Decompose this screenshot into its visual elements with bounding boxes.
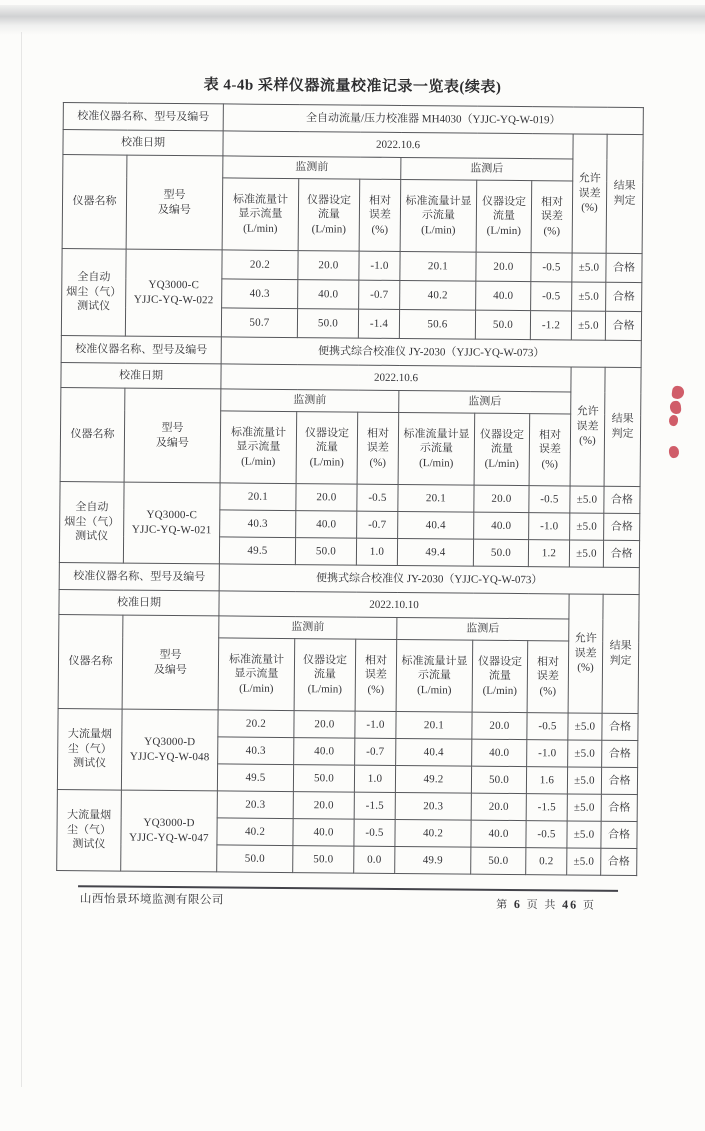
allowed-error-header: 允许 误差 (%) (570, 367, 605, 486)
model-header: 型号 及编号 (126, 155, 223, 250)
set-flow-before-value: 50.0 (293, 846, 354, 874)
before-monitoring-header: 监测前 (221, 389, 399, 413)
set-flow-after-value: 40.0 (474, 512, 529, 539)
allowed-error-value: ±5.0 (568, 713, 602, 740)
std-flow-after-value: 40.4 (396, 738, 472, 766)
allowed-error-value: ±5.0 (572, 282, 606, 311)
result-value: 合格 (604, 513, 640, 540)
instrument-name: 大流量烟 尘（气） 测试仪 (57, 790, 122, 872)
allowed-error-value: ±5.0 (568, 740, 602, 767)
std-flow-before-header: 标准流量计 显示流量 (L/min) (222, 178, 299, 251)
allowed-error-value: ±5.0 (567, 767, 601, 794)
result-value: 合格 (601, 821, 637, 848)
std-flow-after-value: 20.1 (396, 711, 472, 739)
instrument-header: 仪器名称 (58, 615, 123, 710)
table-row (59, 615, 639, 642)
set-flow-after-value: 40.0 (471, 820, 526, 847)
result-value: 合格 (602, 713, 638, 740)
calibration-record-table (56, 102, 644, 876)
page-title: 表 4-4b 采样仪器流量校准记录一览表(续表) (203, 77, 502, 96)
rel-error-before-value: -0.5 (357, 484, 398, 511)
std-flow-after-value: 20.3 (395, 792, 471, 820)
date-label: 校准日期 (61, 363, 221, 389)
table-row (62, 249, 642, 283)
calibrator-label: 校准仪器名称、型号及编号 (63, 103, 223, 131)
result-value: 合格 (601, 767, 637, 794)
allowed-error-value: ±5.0 (571, 311, 605, 340)
footer-company: 山西怡景环境监测有限公司 (79, 893, 224, 907)
set-flow-after-header: 仪器设定 流量 (L/min) (476, 180, 532, 252)
std-flow-after-value: 20.1 (400, 251, 476, 281)
std-flow-before-value: 49.5 (219, 537, 295, 565)
rel-error-before-value: 0.0 (354, 846, 395, 873)
date-label: 校准日期 (63, 130, 223, 156)
rel-error-after-value: 0.2 (526, 848, 567, 875)
page-number: 6 (513, 896, 522, 912)
std-flow-before-value: 40.3 (220, 510, 296, 538)
instrument-header: 仪器名称 (62, 155, 127, 250)
rel-error-after-header: 相对 误差 (%) (527, 641, 569, 713)
page-label: 第 (496, 898, 510, 911)
allowed-error-value: ±5.0 (567, 848, 601, 875)
set-flow-after-value: 20.0 (472, 712, 527, 739)
calibrator-value: 全自动流量/压力校准器 MH4030（YJJC-YQ-W-019） (223, 104, 643, 135)
table-row (57, 790, 637, 822)
date-value: 2022.10.6 (223, 131, 573, 159)
std-flow-before-value: 50.7 (221, 308, 297, 338)
page-label: 页 (582, 899, 596, 912)
std-flow-before-value: 40.3 (218, 737, 294, 765)
std-flow-before-value: 20.3 (217, 791, 293, 819)
allowed-error-value: ±5.0 (567, 821, 601, 848)
calibrator-value: 便携式综合校准仪 JY-2030（YJJC-YQ-W-073） (219, 564, 639, 595)
set-flow-before-value: 20.0 (294, 711, 355, 739)
allowed-error-value: ±5.0 (570, 513, 604, 540)
footer-page-info (496, 896, 596, 913)
std-flow-before-value: 49.5 (217, 764, 293, 792)
std-flow-after-header: 标准流量计显 示流量 (L/min) (398, 412, 475, 485)
result-value: 合格 (601, 794, 637, 821)
std-flow-after-value: 20.1 (398, 484, 474, 512)
after-monitoring-header: 监测后 (397, 617, 569, 641)
std-flow-after-value: 49.2 (395, 765, 471, 793)
set-flow-before-value: 50.0 (297, 309, 358, 339)
result-value: 合格 (606, 282, 642, 311)
page-total: 46 (562, 897, 579, 912)
rel-error-before-value: -1.0 (355, 711, 396, 738)
set-flow-after-value: 20.0 (476, 252, 531, 281)
table-row (60, 482, 640, 514)
allowed-error-header: 允许 误差 (%) (572, 134, 607, 253)
allowed-error-value: ±5.0 (570, 486, 604, 513)
before-monitoring-header: 监测前 (223, 156, 401, 180)
instrument-header: 仪器名称 (60, 388, 125, 483)
set-flow-before-value: 20.0 (296, 484, 357, 512)
set-flow-before-value: 20.0 (293, 792, 354, 820)
set-flow-after-value: 50.0 (473, 539, 528, 566)
rel-error-after-value: -1.5 (526, 794, 567, 821)
table-row (58, 709, 638, 741)
model-header: 型号 及编号 (124, 388, 221, 483)
rel-error-after-value: -0.5 (531, 282, 572, 311)
rel-error-before-value: -0.7 (359, 280, 400, 309)
set-flow-before-value: 40.0 (294, 738, 355, 766)
rel-error-before-value: 1.0 (356, 538, 397, 565)
std-flow-after-header: 标准流量计显 示流量 (L/min) (400, 179, 477, 252)
std-flow-after-value: 50.6 (399, 309, 475, 339)
set-flow-before-value: 40.0 (296, 511, 357, 539)
after-monitoring-header: 监测后 (399, 390, 571, 414)
rel-error-before-value: 1.0 (354, 765, 395, 792)
instrument-name: 全自动 烟尘（气） 测试仪 (61, 249, 126, 337)
set-flow-after-value: 50.0 (475, 310, 530, 339)
std-flow-before-value: 50.0 (217, 845, 293, 873)
set-flow-after-header: 仪器设定 流量 (L/min) (474, 413, 530, 485)
rel-error-before-value: -0.7 (357, 511, 398, 538)
result-value: 合格 (604, 486, 640, 513)
rel-error-before-value: -0.5 (354, 819, 395, 846)
std-flow-before-value: 40.2 (217, 818, 293, 846)
date-value: 2022.10.6 (221, 364, 571, 392)
rel-error-after-value: 1.2 (528, 540, 569, 567)
rel-error-after-value: -1.0 (529, 513, 570, 540)
instrument-model: YQ3000-D YJJC-YQ-W-048 (121, 709, 218, 791)
rel-error-after-value: -0.5 (526, 821, 567, 848)
set-flow-before-header: 仪器设定 流量 (L/min) (298, 179, 360, 252)
set-flow-after-header: 仪器设定 流量 (L/min) (472, 640, 528, 712)
result-header: 结果 判定 (606, 134, 643, 253)
result-value: 合格 (605, 311, 641, 340)
set-flow-before-value: 50.0 (295, 538, 356, 566)
calibrator-value: 便携式综合校准仪 JY-2030（YJJC-YQ-W-073） (221, 337, 641, 368)
allowed-error-header: 允许 误差 (%) (568, 594, 603, 713)
red-seal-mark (669, 400, 681, 414)
set-flow-after-value: 50.0 (471, 766, 526, 793)
rel-error-before-value: -1.0 (359, 251, 400, 280)
set-flow-after-value: 50.0 (471, 847, 526, 874)
set-flow-after-value: 20.0 (471, 793, 526, 820)
std-flow-after-value: 40.4 (398, 511, 474, 539)
instrument-model: YQ3000-C YJJC-YQ-W-021 (123, 482, 220, 564)
rel-error-after-value: -1.0 (527, 740, 568, 767)
set-flow-after-value: 20.0 (474, 485, 529, 512)
instrument-name: 大流量烟 尘（气） 测试仪 (57, 709, 122, 791)
set-flow-after-value: 40.0 (476, 281, 531, 310)
result-value: 合格 (601, 848, 637, 875)
std-flow-before-value: 20.1 (220, 483, 296, 511)
after-monitoring-header: 监测后 (401, 157, 573, 181)
date-label: 校准日期 (59, 590, 219, 616)
rel-error-before-value: -1.4 (358, 309, 399, 338)
std-flow-after-header: 标准流量计显 示流量 (L/min) (396, 639, 473, 712)
set-flow-before-header: 仪器设定 流量 (L/min) (294, 639, 356, 712)
set-flow-before-header: 仪器设定 流量 (L/min) (296, 412, 358, 485)
std-flow-before-value: 20.2 (222, 250, 298, 280)
std-flow-after-value: 49.9 (395, 846, 471, 874)
allowed-error-value: ±5.0 (567, 794, 601, 821)
result-value: 合格 (603, 540, 639, 567)
rel-error-before-header: 相对 误差 (%) (355, 639, 397, 711)
allowed-error-value: ±5.0 (569, 540, 603, 567)
result-value: 合格 (602, 740, 638, 767)
rel-error-before-value: -1.5 (354, 792, 395, 819)
set-flow-before-value: 40.0 (293, 819, 354, 847)
instrument-name: 全自动 烟尘（气） 测试仪 (59, 482, 124, 564)
rel-error-after-header: 相对 误差 (%) (531, 181, 573, 253)
std-flow-after-value: 40.2 (400, 280, 476, 310)
table-row (61, 388, 641, 415)
result-header: 结果 判定 (604, 367, 641, 486)
rel-error-after-value: -0.5 (527, 713, 568, 740)
page-label: 页 共 (526, 899, 558, 912)
calibrator-label: 校准仪器名称、型号及编号 (59, 563, 219, 591)
page-footer (78, 885, 618, 932)
rel-error-after-header: 相对 误差 (%) (529, 414, 571, 486)
std-flow-before-value: 20.2 (218, 710, 294, 738)
set-flow-after-value: 40.0 (472, 739, 527, 766)
instrument-model: YQ3000-C YJJC-YQ-W-022 (125, 249, 222, 337)
result-header: 结果 判定 (602, 594, 639, 713)
rel-error-before-header: 相对 误差 (%) (357, 412, 399, 484)
std-flow-before-header: 标准流量计 显示流量 (L/min) (218, 638, 295, 711)
set-flow-before-value: 50.0 (293, 765, 354, 793)
std-flow-before-value: 40.3 (222, 279, 298, 309)
model-header: 型号 及编号 (122, 615, 219, 710)
calibrator-label: 校准仪器名称、型号及编号 (61, 336, 221, 364)
rel-error-after-value: -0.5 (531, 253, 572, 282)
set-flow-before-value: 40.0 (298, 280, 359, 310)
std-flow-after-value: 40.2 (395, 819, 471, 847)
instrument-model: YQ3000-D YJJC-YQ-W-047 (121, 790, 218, 872)
std-flow-after-value: 49.4 (397, 538, 473, 566)
before-monitoring-header: 监测前 (219, 616, 397, 640)
rel-error-after-value: 1.6 (526, 767, 567, 794)
std-flow-before-header: 标准流量计 显示流量 (L/min) (220, 411, 297, 484)
rel-error-after-value: -1.2 (530, 311, 571, 340)
rel-error-before-header: 相对 误差 (%) (359, 179, 401, 251)
result-value: 合格 (606, 253, 642, 282)
allowed-error-value: ±5.0 (572, 253, 606, 282)
set-flow-before-value: 20.0 (298, 251, 359, 281)
table-row (63, 155, 643, 182)
date-value: 2022.10.10 (219, 591, 569, 619)
rel-error-before-value: -0.7 (355, 738, 396, 765)
rel-error-after-value: -0.5 (529, 486, 570, 513)
